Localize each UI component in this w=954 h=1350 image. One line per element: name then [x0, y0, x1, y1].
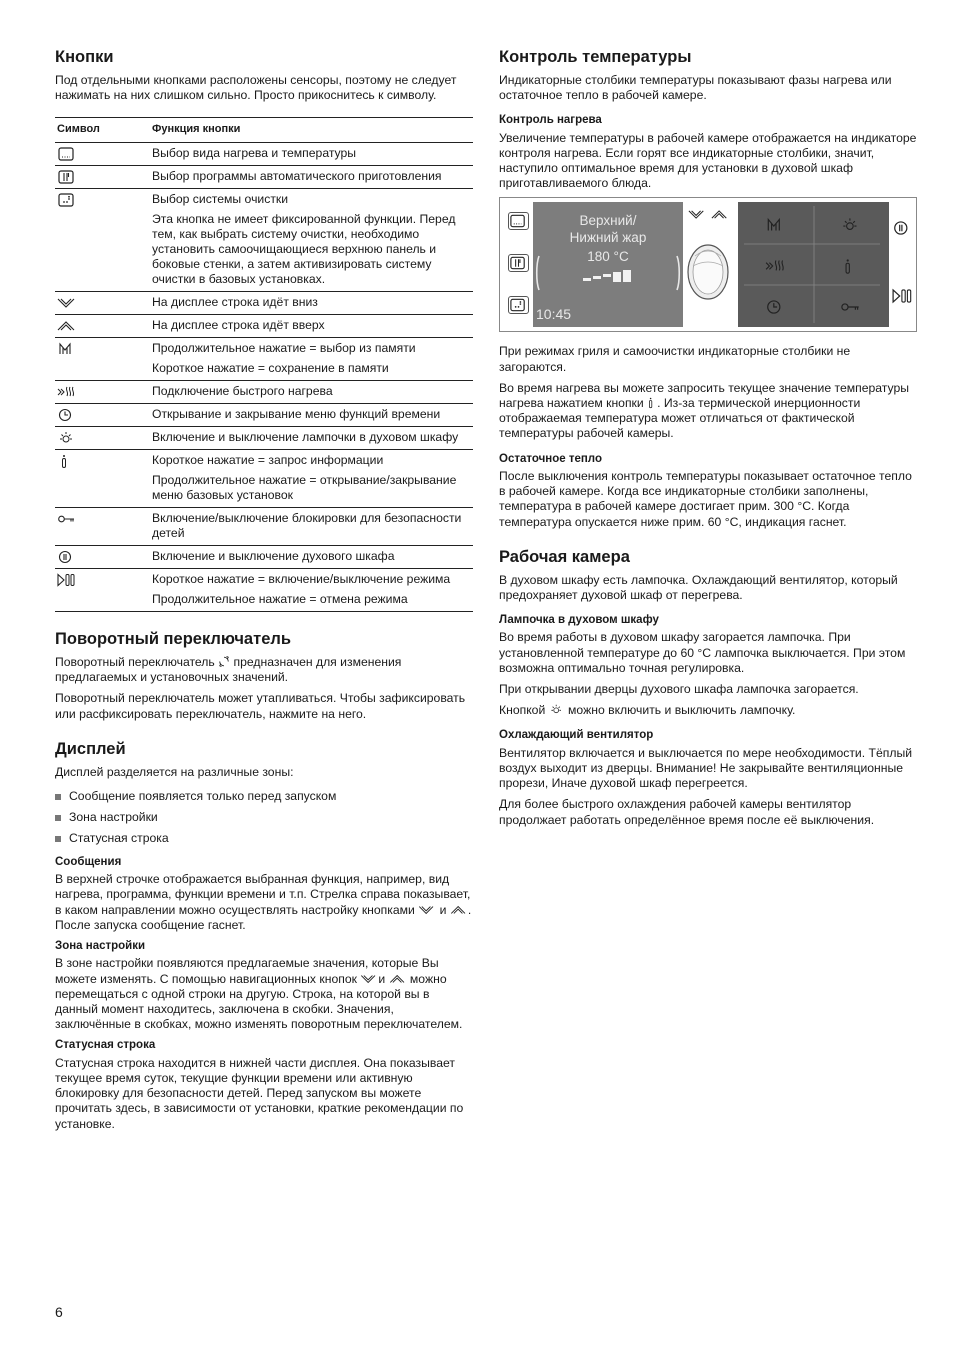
function-cell: Включение и выключение лампочки в духовом шкафу	[150, 427, 473, 450]
table-row-continuation	[55, 591, 473, 612]
function-cell: Включение и выключение духового шкафа	[150, 546, 473, 569]
lamp-icon	[549, 703, 565, 716]
scroll-up-button[interactable]	[712, 211, 726, 218]
heat-bar	[623, 270, 631, 282]
display-section	[55, 740, 473, 1132]
lamp-p3-a: Кнопкой	[499, 703, 546, 718]
messages-subheading: Сообщения	[55, 855, 122, 868]
residual-text: После выключения контроль температуры показывает остаточное тепло в рабочей камере. Когда все индикаторные столбики заполнены, температура в рабочей камере достигает прим. 300 °C. Когда температура опускается ниже прим. 60 °C, индикация гаснет.	[499, 468, 912, 529]
display-intro: Дисплей разделяется на различные зоны:	[55, 764, 294, 779]
page-number: 6	[55, 1304, 63, 1320]
clock-icon	[57, 408, 77, 422]
heat-bar	[603, 274, 611, 277]
function-cell: Продолжительное нажатие = открывание/закрывание меню базовых установок	[152, 473, 457, 503]
buttons-table-header	[55, 118, 473, 143]
symbol-cell	[55, 315, 150, 338]
table-row	[55, 189, 473, 212]
rotary-p1-a: Поворотный переключатель	[55, 655, 215, 669]
auto-program-button[interactable]	[508, 254, 529, 272]
function-cell: Короткое нажатие = запрос информации	[150, 450, 473, 473]
symbol-cell	[55, 189, 150, 212]
symbol-cell	[55, 381, 150, 404]
lamp-paragraph-2: При открывании дверцы духового шкафа лампочка загорается.	[499, 681, 859, 696]
function-cell: Эта кнопка не имеет фиксированной функции. Перед тем, как выбрать систему очистки, необходимо установить самоочищающиеся верхнюю панель и боковые стенки, а затем активизировать систему очистки в базовых установках.	[152, 212, 456, 287]
table-row	[55, 569, 473, 592]
lamp-paragraph-1: Во время работы в духовом шкафу загорается лампочка. При установленной температуре до 60 °C лампочка выключается. При этом возможна оптимально точная регулировка.	[499, 630, 906, 675]
grill-note: При режимах гриля и самоочистки индикаторные столбики не загораются.	[499, 344, 851, 374]
buttons-heading: Кнопки	[55, 48, 114, 66]
table-row-continuation	[55, 211, 473, 292]
power-icon	[57, 550, 77, 564]
table-row	[55, 381, 473, 404]
symbol-cell	[55, 292, 150, 315]
symbol-cell	[55, 338, 150, 361]
symbol-cell	[55, 143, 150, 166]
function-cell: Подключение быстрого нагрева	[150, 381, 473, 404]
function-cell: Выбор системы очистки	[150, 189, 473, 212]
table-row	[55, 292, 473, 315]
control-panel-illustration	[499, 197, 917, 332]
function-cell: Короткое нажатие = включение/выключение режима	[150, 569, 473, 592]
function-cell: Короткое нажатие = сохранение в памяти	[152, 361, 389, 376]
heating-mode-button[interactable]	[508, 212, 529, 230]
symbol-cell	[55, 427, 150, 450]
symbol-cell	[55, 472, 150, 508]
function-cell: Продолжительное нажатие = выбор из памяти	[150, 338, 473, 361]
rapid-heat-icon	[57, 385, 77, 399]
key-lock-icon	[57, 512, 77, 526]
rotary-icon	[218, 655, 230, 668]
symbol-cell	[55, 450, 150, 473]
messages-text	[55, 872, 473, 933]
memory-icon	[57, 342, 77, 356]
symbol-cell	[55, 211, 150, 292]
buttons-table-body	[55, 143, 473, 612]
heat-bar	[593, 276, 601, 279]
lamp-p3-b: можно включить и выключить лампочку.	[568, 703, 796, 718]
heat-text: Увеличение температуры в рабочей камере отображается на индикаторе контроля нагрева. Если горят все индикаторные столбики, значит, наступило оптимальное время для установки в духовой шкаф приготавливаемого блюда.	[499, 130, 917, 191]
scroll-up-icon	[389, 973, 407, 985]
fan-paragraph-2: Для более быстрого охлаждения рабочей камеры вентилятор продолжает работать определённое время после её выключения.	[499, 797, 875, 827]
function-cell: Выбор вида нагрева и температуры	[150, 143, 473, 166]
start-pause-button[interactable]	[892, 288, 914, 304]
cleaning-system-icon	[57, 193, 77, 207]
zone-text	[55, 956, 473, 1032]
display-message	[533, 212, 683, 246]
table-row	[55, 404, 473, 427]
scroll-up-icon	[57, 319, 77, 333]
rotary-p1-b: предназначен для изменения предлагаемых и установочных значений.	[55, 655, 402, 685]
heat-subheading: Контроль нагрева	[499, 114, 602, 127]
zone-and: и	[378, 971, 386, 986]
col-function-header: Функция кнопки	[150, 118, 473, 143]
display-clock: 10:45	[536, 306, 572, 323]
function-cell: Выбор программы автоматического приготовления	[150, 166, 473, 189]
function-cell: На дисплее строка идёт вниз	[150, 292, 473, 315]
cleaning-system-button[interactable]	[508, 296, 529, 314]
heating-mode-icon	[57, 147, 77, 161]
rotary-heading: Поворотный переключатель	[55, 630, 291, 649]
rapid-heat-button[interactable]	[746, 249, 806, 283]
heat-bar	[613, 272, 621, 282]
function-cell: Открывание и закрывание меню функций времени	[150, 404, 473, 427]
table-row-continuation	[55, 472, 473, 508]
rotary-section	[55, 630, 473, 722]
residual-subheading: Остаточное тепло	[499, 452, 602, 465]
memory-button[interactable]	[746, 208, 806, 242]
status-subheading: Статусная строка	[55, 1039, 156, 1052]
clock-button[interactable]	[746, 290, 806, 324]
query-note	[499, 381, 917, 442]
info-icon	[647, 396, 657, 409]
display-message-line1: Верхний/	[579, 213, 637, 229]
status-text: Статусная строка находится в нижней части дисплея. Она показывает текущее время суток, текущие функции времени или активную блокировку для безопасности детей. Перед запуском вы можете прочитать здесь, в зависимости от установки, краткие рекомендации по установке.	[55, 1055, 464, 1131]
symbol-cell	[55, 508, 150, 546]
start-pause-icon	[57, 573, 77, 587]
scroll-down-icon	[57, 296, 77, 310]
messages-b: . После запуска сообщение гаснет.	[55, 902, 472, 932]
symbol-cell	[55, 591, 150, 612]
function-cell: Включение/выключение блокировки для безопасности детей	[150, 508, 473, 546]
info-button[interactable]	[821, 249, 881, 283]
chamber-heading: Рабочая камера	[499, 547, 630, 566]
display-screen	[533, 202, 683, 327]
table-row	[55, 166, 473, 189]
rotary-knob[interactable]	[685, 242, 731, 302]
query-b: . Из-за термической инерционности отображаемая температура может отличаться от фактической температуры рабочей камеры.	[499, 396, 861, 441]
temp-intro: Индикаторные столбики температуры показывают фазы нагрева или остаточное тепло в рабочей камере.	[499, 72, 892, 102]
lamp-button[interactable]	[821, 208, 881, 242]
table-row	[55, 546, 473, 569]
buttons-intro: Под отдельными кнопками расположены сенсоры, поэтому не следует нажимать на них слишком сильно. Просто прикоснитесь к символу.	[55, 72, 457, 102]
info-icon	[57, 454, 77, 468]
buttons-table	[55, 117, 473, 612]
table-row	[55, 450, 473, 473]
display-message-line2: Нижний жар	[569, 230, 647, 246]
key-lock-button[interactable]	[821, 290, 881, 324]
function-cell: На дисплее строка идёт вверх	[150, 315, 473, 338]
symbol-cell	[55, 546, 150, 569]
function-buttons-panel	[738, 202, 889, 327]
display-temperature: 180 °C	[587, 249, 629, 265]
display-zones-list	[55, 786, 473, 849]
heat-indicator	[533, 252, 683, 302]
symbol-cell	[55, 569, 150, 592]
table-row	[55, 508, 473, 546]
col-symbol-header: Символ	[55, 118, 150, 143]
query-a: Во время нагрева вы можете запросить текущее значение температуры нагрева нажатием кнопки	[499, 380, 909, 410]
list-item: Сообщение появляется только перед запуском	[55, 786, 473, 807]
fan-subheading: Охлаждающий вентилятор	[499, 729, 654, 742]
messages-a: В верхней строчке отображается выбранная функция, например, вид нагрева, программа, функции времени и т.п. Стрелка справа показывает, в каком направлении можно осуществлять настройку кнопками	[55, 872, 471, 917]
display-heading: Дисплей	[55, 739, 126, 758]
chamber-intro: В духовом шкафу есть лампочка. Охлаждающий вентилятор, который предохраняет духовой шкаф от перегрева.	[499, 572, 898, 602]
rotary-paragraph-2: Поворотный переключатель может утапливаться. Чтобы зафиксировать или расфиксировать переключатель, нажмите на него.	[55, 691, 466, 721]
scroll-down-icon	[418, 904, 436, 916]
lamp-paragraph-3	[499, 703, 917, 718]
table-row	[55, 143, 473, 166]
zone-subheading: Зона настройки	[55, 940, 146, 952]
power-button[interactable]	[892, 220, 914, 236]
list-item: Зона настройки	[55, 807, 473, 828]
symbol-cell	[55, 360, 150, 381]
table-row	[55, 338, 473, 361]
fan-paragraph-1: Вентилятор включается и выключается по мере необходимости. Тёплый воздух выходит из дверцы. Внимание! Не закрывайте вентиляционные прорези, Иначе духовой шкаф перегреется.	[499, 745, 913, 791]
list-item: Статусная строка	[55, 828, 473, 849]
table-row	[55, 315, 473, 338]
symbol-cell	[55, 166, 150, 189]
heat-bar	[583, 278, 591, 281]
function-cell: Продолжительное нажатие = отмена режима	[150, 591, 473, 612]
table-row-continuation	[55, 360, 473, 381]
right-column	[499, 48, 917, 834]
temp-heading: Контроль температуры	[499, 48, 692, 66]
rotary-paragraph-1	[55, 655, 473, 685]
table-row	[55, 427, 473, 450]
messages-and: и	[439, 902, 447, 917]
scroll-down-button[interactable]	[689, 211, 703, 218]
zone-a: В зоне настройки появляются предлагаемые значения, которые Вы можете изменять. С помощью навигационных кнопок	[55, 956, 439, 986]
zone-b: можно перемещаться с одной строки на другую. Строка, на которой вы в данный момент находитесь, заключена в скобки. Значения, заключённые в скобках, можно изменять поворотным переключателем.	[55, 971, 463, 1032]
chamber-section	[499, 548, 917, 828]
left-column	[55, 48, 473, 1138]
auto-program-icon	[57, 170, 77, 184]
symbol-cell	[55, 404, 150, 427]
lamp-subheading: Лампочка в духовом шкафу	[499, 614, 659, 626]
scroll-down-icon	[360, 973, 378, 985]
lamp-icon	[57, 431, 77, 445]
scroll-up-icon	[450, 904, 468, 916]
